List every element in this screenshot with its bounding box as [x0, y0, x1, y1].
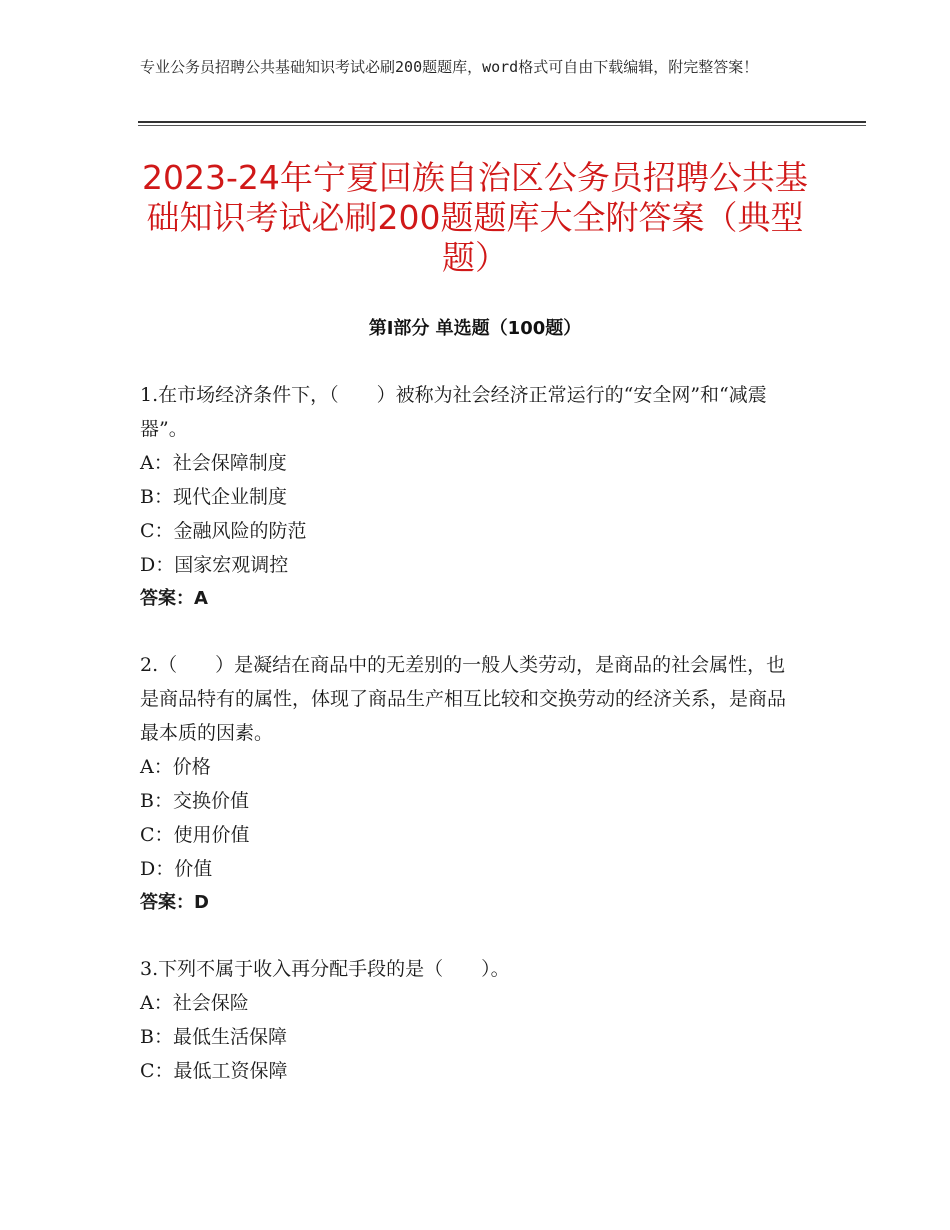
- question-stem: 1.在市场经济条件下，（ ）被称为社会经济正常运行的“安全网”和“减震器”。: [140, 384, 767, 440]
- question-3: [140, 952, 800, 1088]
- question-2: [140, 648, 800, 920]
- option-a: A：社会保障制度: [140, 452, 287, 474]
- header-rule-thin: [138, 125, 866, 126]
- answer: 答案：A: [140, 588, 208, 609]
- question-list: [140, 378, 800, 1120]
- question-1: [140, 378, 800, 616]
- header-note: 专业公务员招聘公共基础知识考试必刷200题题库，word格式可自由下载编辑，附完整答案！: [140, 58, 759, 76]
- option-c: C：使用价值: [140, 824, 250, 846]
- option-b: B：现代企业制度: [140, 486, 287, 508]
- option-c: C：最低工资保障: [140, 1060, 288, 1082]
- section-title: 第Ⅰ部分 单选题（100题）: [368, 318, 582, 339]
- option-d: D：国家宏观调控: [140, 554, 289, 576]
- option-b: B：最低生活保障: [140, 1026, 287, 1048]
- question-stem: 2.（ ）是凝结在商品中的无差别的一般人类劳动，是商品的社会属性，也是商品特有的属性，体现了商品生产相互比较和交换劳动的经济关系，是商品最本质的因素。: [140, 654, 787, 744]
- option-a: A：社会保险: [140, 992, 249, 1014]
- answer: 答案：D: [140, 892, 209, 913]
- option-a: A：价格: [140, 756, 211, 778]
- question-stem: 3.下列不属于收入再分配手段的是（ ）。: [140, 958, 510, 980]
- header-rule-thick: [138, 121, 866, 123]
- document-title: 2023-24年宁夏回族自治区公务员招聘公共基础知识考试必刷200题题库大全附答案（典型题）: [142, 158, 808, 277]
- option-b: B：交换价值: [140, 790, 249, 812]
- option-d: D：价值: [140, 858, 213, 880]
- option-c: C：金融风险的防范: [140, 520, 307, 542]
